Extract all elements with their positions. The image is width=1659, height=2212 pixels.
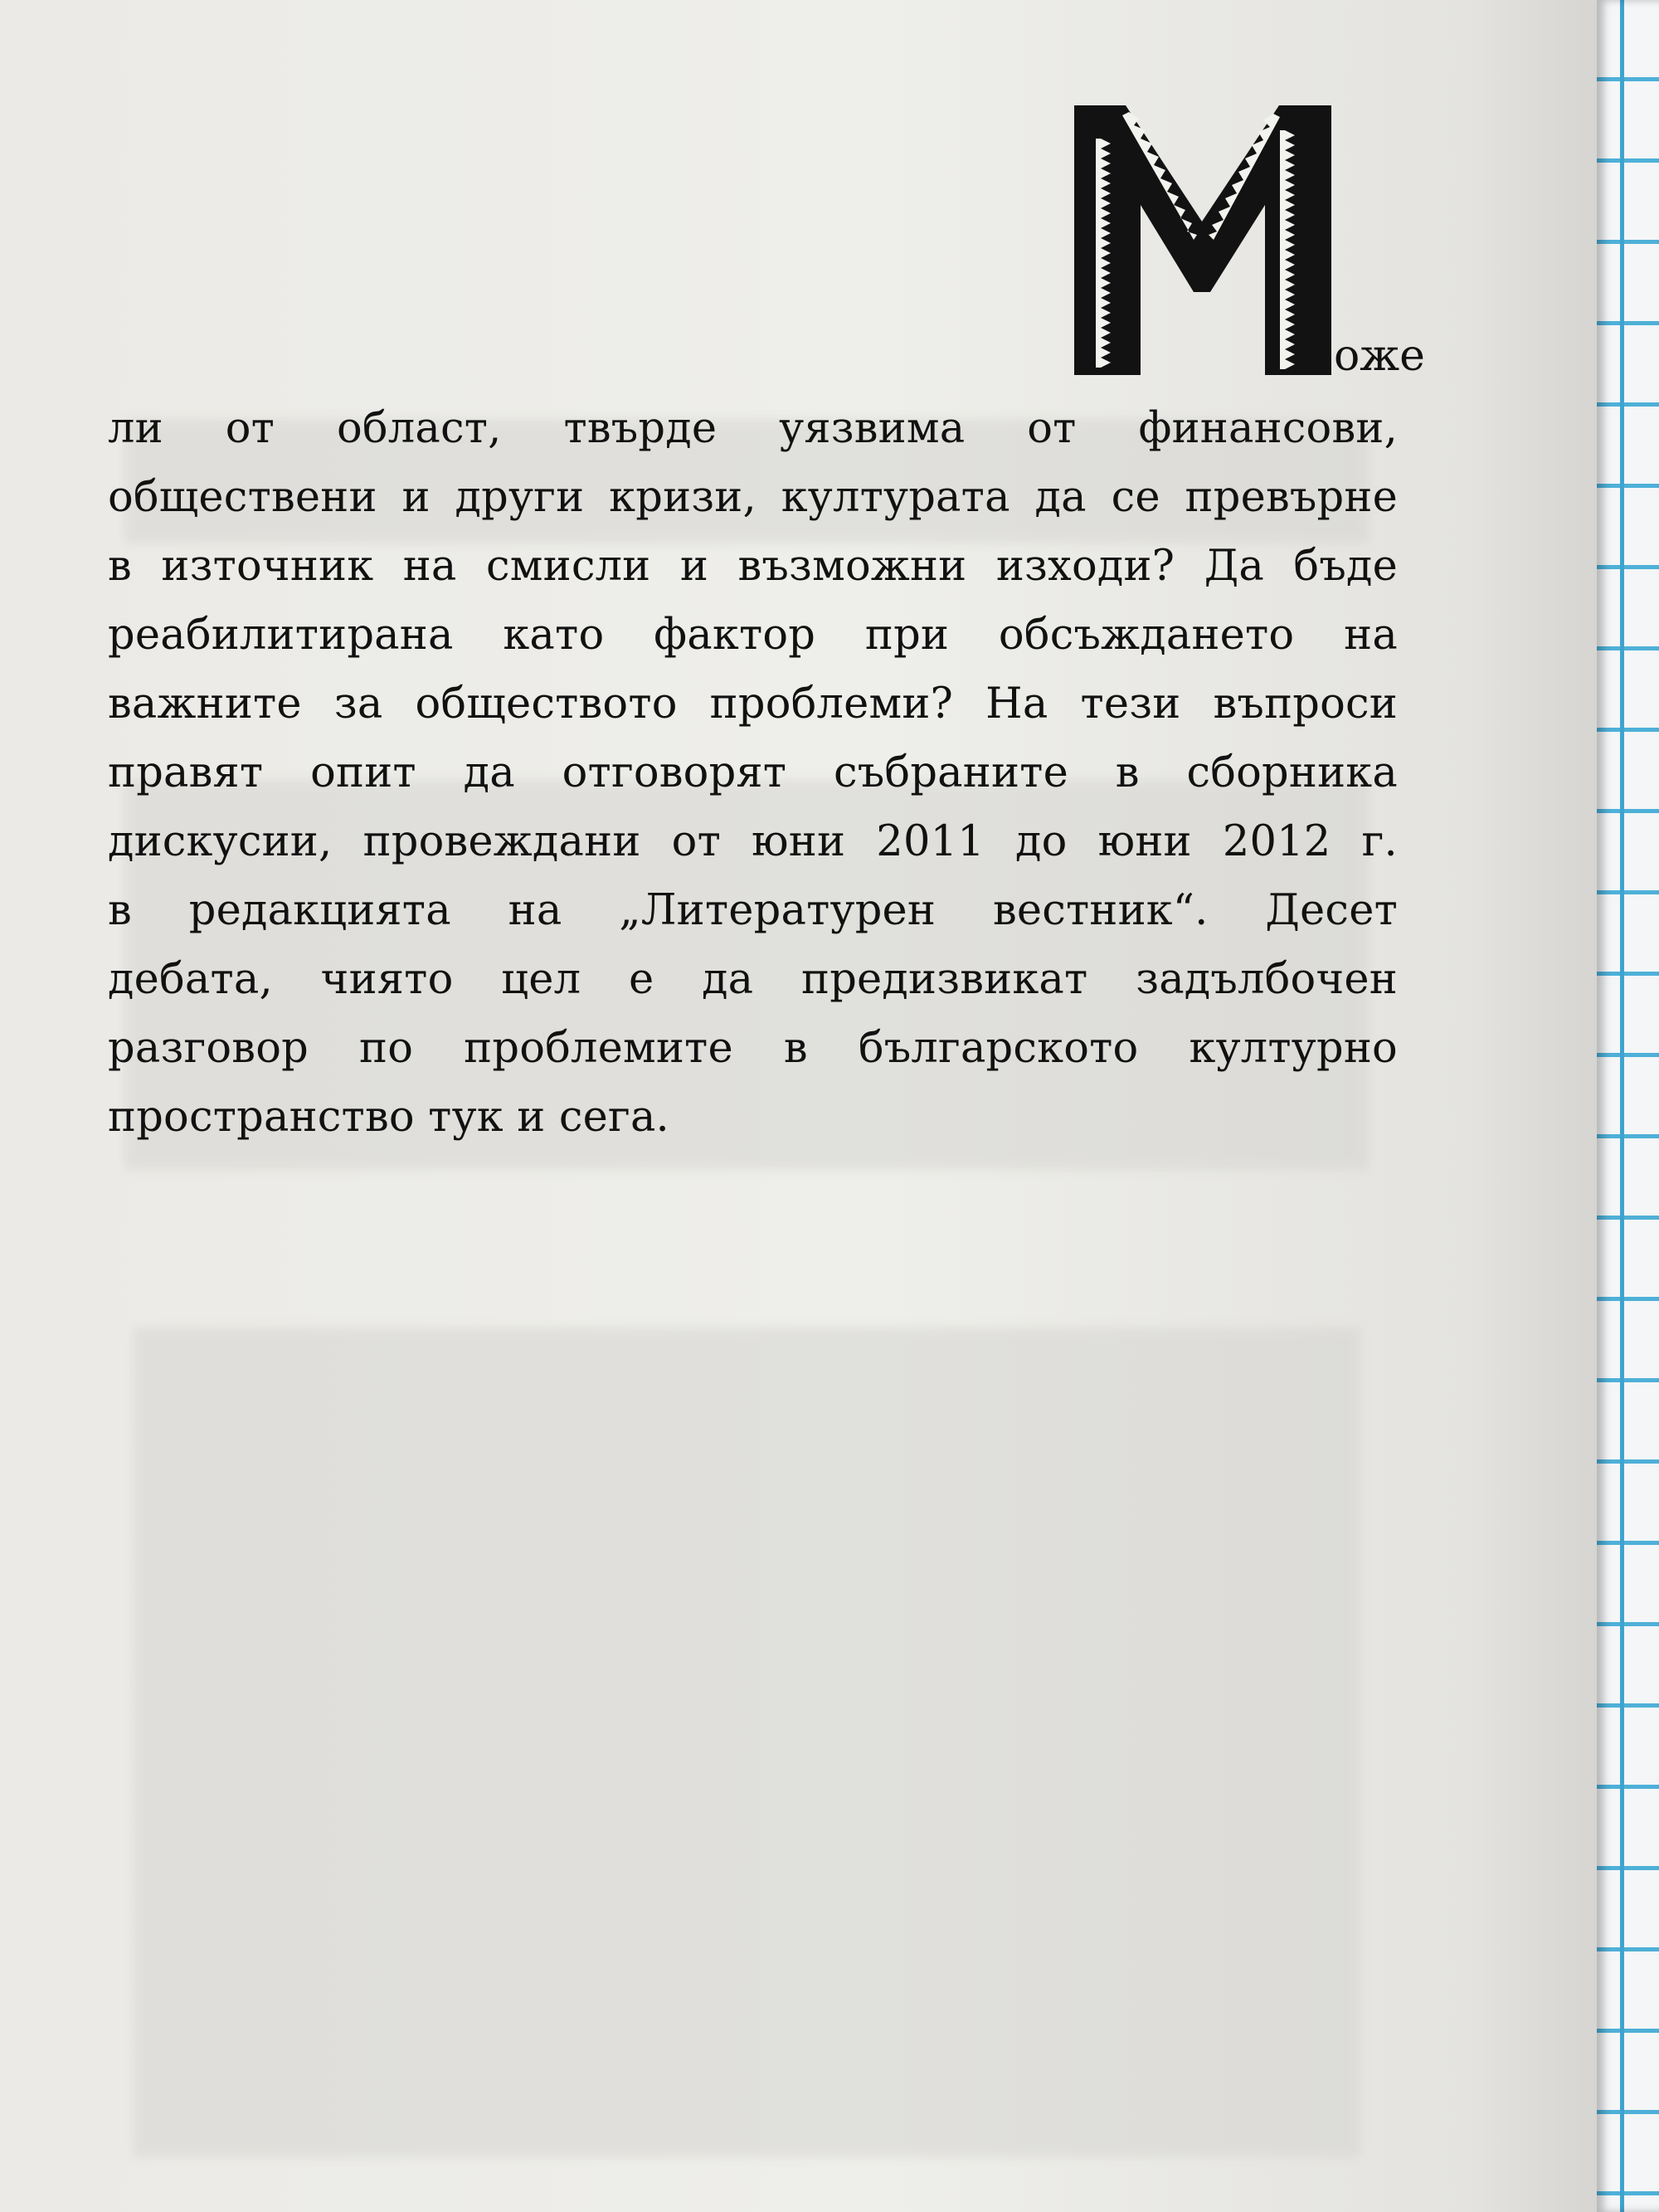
paragraph-word: „Литературен [619, 886, 937, 935]
paragraph-word: сборника [1186, 748, 1398, 797]
paragraph-word: 2011 [876, 817, 985, 866]
drop-cap-letter-m [1068, 80, 1337, 375]
drop-cap-continuation: оже [1334, 331, 1425, 381]
paragraph-word: дебата, [108, 955, 273, 1004]
paragraph-word: обсъждането [998, 611, 1295, 660]
paragraph-word: обществото [415, 680, 678, 728]
paragraph-line [108, 532, 1398, 601]
paragraph-line [108, 876, 1398, 945]
paragraph-word: културата [781, 473, 1010, 522]
paragraph-word: на [1344, 611, 1398, 660]
paragraph-word: разговор [108, 1024, 309, 1073]
paragraph-word: цел [501, 955, 581, 1004]
paragraph-word: правят [108, 748, 264, 797]
paragraph-word: 2012 [1222, 817, 1331, 866]
paragraph-word: за [333, 680, 383, 728]
paragraph-word: други [455, 473, 585, 522]
paragraph-word: до [1015, 817, 1068, 866]
paragraph-word: по [359, 1024, 414, 1073]
paragraph-word: събраните [834, 748, 1068, 797]
paragraph-word: обществени [108, 473, 377, 522]
paragraph-word: дискусии, [108, 817, 333, 866]
paragraph-word: българското [858, 1024, 1139, 1073]
paragraph-word: твърде [563, 404, 718, 453]
paragraph-word: от [225, 404, 275, 453]
paragraph-line [108, 1014, 1398, 1083]
paragraph-line [108, 807, 1398, 876]
paragraph-word: се [1111, 473, 1160, 522]
paragraph-word: въпроси [1213, 680, 1398, 728]
adjacent-grid-page-edge [1597, 0, 1659, 2212]
paragraph-line [108, 463, 1398, 532]
paragraph-word: и [401, 473, 431, 522]
paragraph-line [108, 945, 1398, 1014]
paragraph-line [108, 738, 1398, 807]
paragraph-line [108, 670, 1398, 738]
paragraph-word: на [508, 886, 562, 935]
paragraph-word: задълбочен [1136, 955, 1398, 1004]
paragraph-word: от [671, 817, 721, 866]
paragraph-word: Десет [1265, 886, 1398, 935]
paragraph-line [108, 1083, 1398, 1152]
paragraph-word: предизвикат [801, 955, 1088, 1004]
paragraph-word: превърне [1185, 473, 1398, 522]
paragraph-word: тези [1080, 680, 1181, 728]
show-through-block-2 [133, 1328, 1360, 2157]
paragraph-word: проблемите [464, 1024, 733, 1073]
paragraph-word: източник [161, 542, 374, 591]
paragraph-word: ли [108, 404, 163, 453]
paragraph-word: вестник“. [992, 886, 1209, 935]
paragraph-word: фактор [654, 611, 816, 660]
paragraph-line [108, 394, 1398, 463]
paragraph-word: бъде [1293, 542, 1398, 591]
paragraph-word: смисли [486, 542, 651, 591]
paragraph-word: уязвима [779, 404, 966, 453]
paragraph-word: пространство тук и сега. [108, 1093, 669, 1142]
paragraph-word: от [1027, 404, 1077, 453]
paragraph-word: важните [108, 680, 302, 728]
paragraph-word: е [628, 955, 654, 1004]
paragraph-word: юни [752, 817, 846, 866]
paragraph-word: На [985, 680, 1048, 728]
paragraph-word: провеждани [362, 817, 641, 866]
paragraph-word: изходи? [995, 542, 1175, 591]
paragraph-word: отговорят [562, 748, 787, 797]
paragraph-line [108, 601, 1398, 670]
paragraph-word: да [1034, 473, 1087, 522]
paragraph-word: на [402, 542, 457, 591]
paragraph-word: и [679, 542, 709, 591]
paragraph-word: културно [1189, 1024, 1398, 1073]
paragraph-word: да [463, 748, 515, 797]
paragraph-word: възможни [737, 542, 967, 591]
paragraph-word: реабилитирана [108, 611, 454, 660]
paragraph-word: в [108, 886, 132, 935]
paragraph-word: в [1115, 748, 1140, 797]
paragraph-word: при [864, 611, 950, 660]
paragraph-word: опит [310, 748, 416, 797]
paragraph-word: кризи, [609, 473, 757, 522]
paragraph-word: в [108, 542, 132, 591]
paragraph-word: проблеми? [709, 680, 954, 728]
paragraph-word: финансови, [1138, 404, 1398, 453]
paragraph-word: област, [336, 404, 502, 453]
paragraph-word: г. [1361, 817, 1398, 866]
paragraph-word: в [783, 1024, 808, 1073]
paragraph-word: редакцията [188, 886, 451, 935]
paragraph-word: юни [1097, 817, 1192, 866]
paragraph-word: Да [1204, 542, 1264, 591]
paragraph-word: като [503, 611, 605, 660]
paragraph-word: чиято [320, 955, 454, 1004]
paragraph-body [108, 394, 1398, 1152]
paragraph-word: да [702, 955, 754, 1004]
